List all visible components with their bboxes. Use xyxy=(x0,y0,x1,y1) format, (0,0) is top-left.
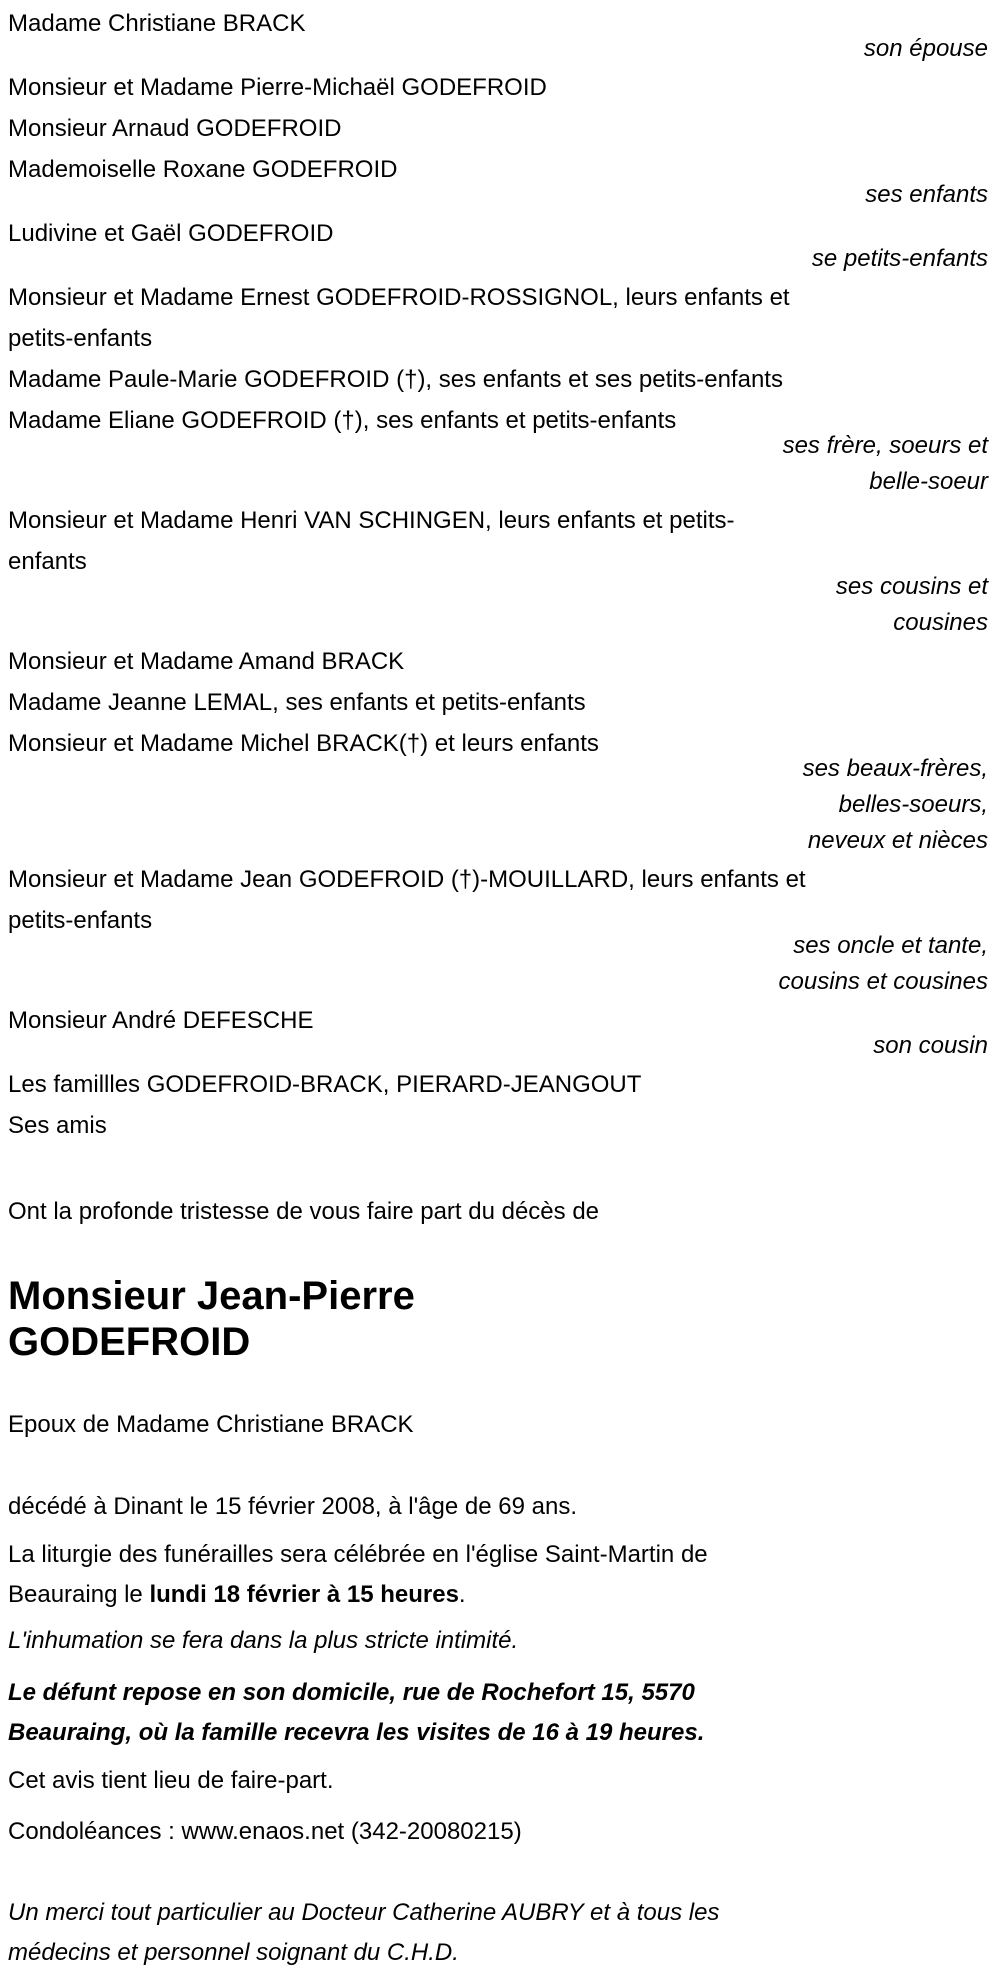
liturgy-datetime: lundi 18 février à 15 heures xyxy=(149,1581,459,1608)
family-member-line: Monsieur et Madame Michel BRACK(†) et leurs enfants xyxy=(8,730,599,757)
relation-label: se petits-enfants xyxy=(811,245,988,272)
relation-label: ses frère, soeurs et xyxy=(782,432,988,459)
repose-line2: Beauraing, où la famille recevra les visites de 16 à 19 heures. xyxy=(8,1719,705,1746)
deceased-name-line1: Monsieur Jean-Pierre xyxy=(8,1274,415,1318)
thanks-line2: médecins et personnel soignant du C.H.D. xyxy=(8,1939,459,1966)
condolences-line: Condoléances : www.enaos.net (342-20080215) xyxy=(8,1818,522,1845)
thanks-paragraph xyxy=(8,1893,988,1973)
inhumation-line: L'inhumation se fera dans la plus stricte intimité. xyxy=(8,1627,519,1654)
repose-line1: Le défunt repose en son domicile, rue de Rochefort 15, 5570 xyxy=(8,1679,695,1706)
liturgy-paragraph xyxy=(8,1535,988,1615)
relation-label: son épouse xyxy=(863,35,988,62)
family-member-line: enfants xyxy=(8,548,87,575)
family-member-line: Madame Paule-Marie GODEFROID (†), ses enfants et ses petits-enfants xyxy=(8,366,783,393)
family-member-line: Monsieur et Madame Ernest GODEFROID-ROSSIGNOL, leurs enfants et xyxy=(8,284,790,311)
relation-label: belle-soeur xyxy=(869,468,988,495)
relation-label: ses enfants xyxy=(865,181,988,208)
family-member-line: Monsieur André DEFESCHE xyxy=(8,1007,314,1034)
family-member-line: Ludivine et Gaël GODEFROID xyxy=(8,220,334,247)
deceased-name-line2: GODEFROID xyxy=(8,1320,251,1364)
death-line: décédé à Dinant le 15 février 2008, à l'âge de 69 ans. xyxy=(8,1493,577,1520)
family-member-line: Les famillles GODEFROID-BRACK, PIERARD-JEANGOUT xyxy=(8,1071,642,1098)
family-member-line: Monsieur Arnaud GODEFROID xyxy=(8,115,342,142)
repose-paragraph xyxy=(8,1673,988,1753)
family-member-line: Madame Jeanne LEMAL, ses enfants et petits-enfants xyxy=(8,689,586,716)
family-member-line: Mademoiselle Roxane GODEFROID xyxy=(8,156,398,183)
family-member-line: Madame Eliane GODEFROID (†), ses enfants et petits-enfants xyxy=(8,407,677,434)
liturgy-line2-suffix: . xyxy=(458,1581,466,1608)
liturgy-line2 xyxy=(8,1575,988,1615)
family-member-line: Madame Christiane BRACK xyxy=(8,10,306,37)
relation-label: son cousin xyxy=(873,1032,988,1059)
family-member-line: Monsieur et Madame Henri VAN SCHINGEN, leurs enfants et petits- xyxy=(8,507,735,534)
family-member-line: petits-enfants xyxy=(8,907,153,934)
relation-label: cousines xyxy=(893,609,988,636)
relation-label: neveux et nièces xyxy=(807,827,988,854)
relation-label: ses beaux-frères, xyxy=(802,755,988,782)
relation-label: cousins et cousines xyxy=(778,968,988,995)
relation-label: belles-soeurs, xyxy=(838,791,988,818)
relation-label: ses cousins et xyxy=(835,573,988,600)
thanks-line1: Un merci tout particulier au Docteur Catherine AUBRY et à tous les xyxy=(8,1899,720,1926)
family-member-line: Monsieur et Madame Jean GODEFROID (†)-MOUILLARD, leurs enfants et xyxy=(8,866,806,893)
family-member-line: Ses amis xyxy=(8,1112,107,1139)
avis-line: Cet avis tient lieu de faire-part. xyxy=(8,1767,334,1794)
liturgy-line2-prefix: Beauraing le xyxy=(8,1581,150,1608)
family-member-line: Monsieur et Madame Pierre-Michaël GODEFROID xyxy=(8,74,547,101)
family-member-line: petits-enfants xyxy=(8,325,153,352)
spouse-line: Epoux de Madame Christiane BRACK xyxy=(8,1411,414,1438)
family-member-line: Monsieur et Madame Amand BRACK xyxy=(8,648,405,675)
deceased-name-heading xyxy=(8,1273,988,1365)
announcement-intro: Ont la profonde tristesse de vous faire part du décès de xyxy=(8,1198,600,1225)
family-notice-list xyxy=(8,3,988,1146)
relation-label: ses oncle et tante, xyxy=(793,932,988,959)
liturgy-line1: La liturgie des funérailles sera célébrée en l'église Saint-Martin de xyxy=(8,1541,708,1568)
